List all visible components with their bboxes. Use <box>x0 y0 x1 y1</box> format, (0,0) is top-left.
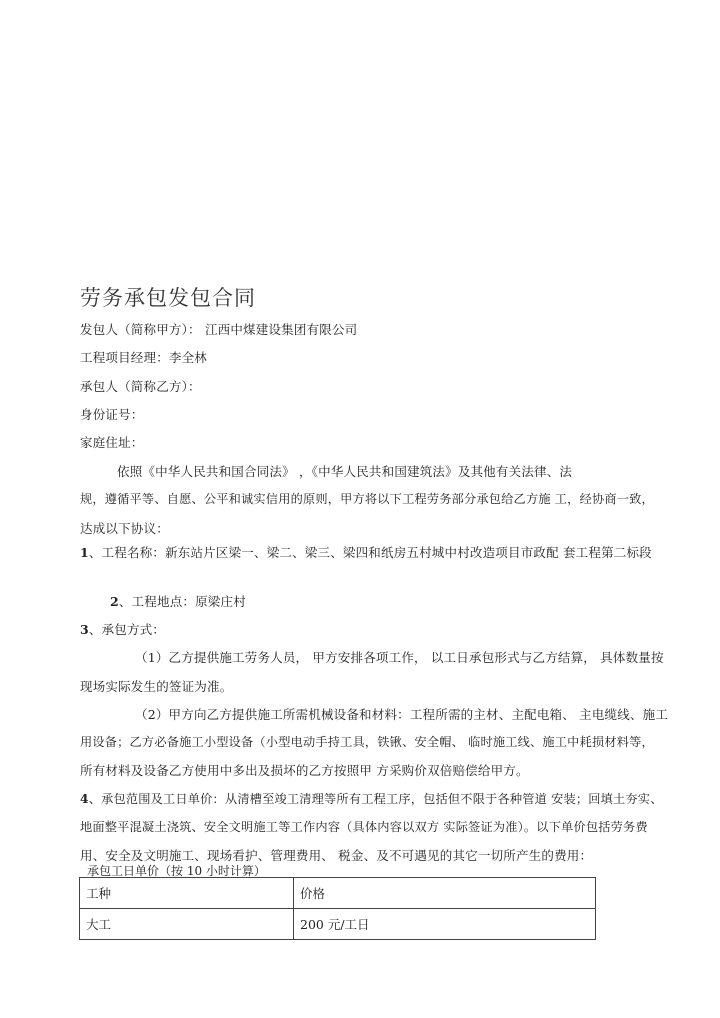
intro-line-2: 规，遵循平等、自愿、公平和诚实信用的原则，甲方将以下工程劳务部分承包给乙方施 工，经协商一致， <box>80 492 654 506</box>
item-1-text: 、工程名称：新东站片区梁一、梁二、梁三、梁四和纸房五村城中村改造项目市政配 套工程第二标段 <box>88 545 652 560</box>
item-2-number: 2 <box>110 594 119 609</box>
party-b-label: 承包人（简称乙方）： <box>80 379 201 394</box>
item-2 <box>110 592 246 610</box>
intro-line-1: 依照《中华人民共和国合同法》 ，《中华人民共和国建筑法》及其他有关法律、法 <box>117 464 573 479</box>
party-a-line <box>80 320 357 338</box>
item-4-text: 、承包范围及工日单价：从清槽至竣工清理等所有工程工序，包括但不限于各种管道 安装；回填土夯实、 <box>88 792 663 806</box>
item-1-number: 1 <box>80 545 89 560</box>
item-4-line-2: 地面整平混凝土浇筑、安全文明施工等工作内容（具体内容以双方 实际签证为准）。以下单价包括劳务费 <box>80 820 648 834</box>
table-header-cell: 工种 <box>80 878 294 909</box>
item-3-sub1-line-1: （1）乙方提供施工劳务人员， 甲方安排各项工作， 以工日承包形式与乙方结算， 具体数量按 <box>135 650 664 665</box>
item-3-number: 3 <box>80 622 89 637</box>
item-2-text: 、工程地点：原梁庄村 <box>118 594 246 609</box>
rate-table <box>79 877 596 940</box>
table-caption: 承包工日单价（按 10 小时计算） <box>87 864 266 878</box>
party-a-value: 江西中煤建设集团有限公司 <box>204 322 358 337</box>
table-header-cell: 价格 <box>294 878 596 909</box>
item-3-sub2-line-2: 用设备；乙方必备施工小型设备（小型电动手持工具，铁锹、安全帽、 临时施工线、施工中耗损材料等， <box>80 735 654 749</box>
item-4-line-3: 用、安全及文明施工、现场看护、管理费用、 税金、及不可遇见的其它一切所产生的费用： <box>80 848 593 863</box>
address-label: 家庭住址： <box>80 435 144 450</box>
item-3-sub2-line-1: （2）甲方向乙方提供施工所需机械设备和材料：工程所需的主材、主配电箱、 主电缆线、施工 <box>135 707 669 722</box>
table-cell: 200 元/工日 <box>294 909 596 940</box>
item-3-sub1-line-2: 现场实际发生的签证为准。 <box>80 679 233 694</box>
table-cell: 大工 <box>80 909 294 940</box>
id-number-label: 身份证号： <box>80 407 144 422</box>
document-title: 劳务承包发包合同 <box>80 286 256 310</box>
manager-label: 工程项目经理： <box>80 350 169 365</box>
item-1 <box>80 543 652 561</box>
item-3-sub2-line-3: 所有材料及设备乙方使用中多出及损坏的乙方按照甲 方采购价双倍赔偿给甲方。 <box>80 763 529 778</box>
item-3-text: 、承包方式： <box>88 622 166 637</box>
table-header-row <box>80 878 596 909</box>
manager-line <box>80 348 207 366</box>
party-a-label: 发包人（简称甲方）： <box>80 322 201 337</box>
manager-value: 李全林 <box>168 350 208 365</box>
item-4-line-1 <box>80 790 663 807</box>
table-row <box>80 909 596 940</box>
intro-line-3: 达成以下协议： <box>80 521 169 536</box>
item-4-number: 4 <box>80 792 89 806</box>
item-3 <box>80 620 165 638</box>
